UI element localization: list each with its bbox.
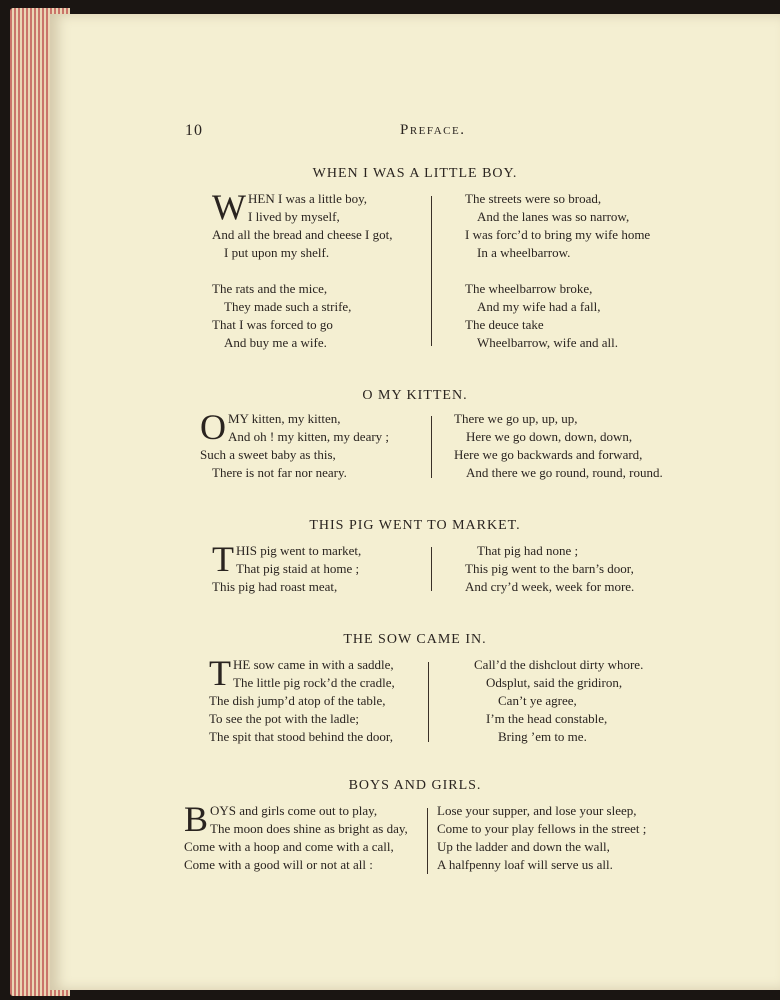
verse-line: HE sow came in with a saddle, — [233, 657, 394, 672]
verse-line: And all the bread and cheese I got, — [212, 227, 393, 242]
poem-left-column — [212, 539, 362, 596]
verse-line: I was forc’d to bring my wife home — [465, 227, 651, 242]
verse-line: OYS and girls come out to play, — [210, 803, 378, 818]
verse-line: Come with a good will or not at all : — [184, 857, 373, 872]
column-divider — [428, 662, 429, 742]
verse-line: And oh ! my kitten, my deary ; — [228, 429, 390, 444]
poem-title: THIS PIG WENT TO MARKET. — [309, 518, 521, 533]
poem-left-column — [209, 653, 395, 746]
poem-title: BOYS AND GIRLS. — [348, 778, 482, 793]
poem-left-column — [184, 799, 408, 874]
verse-line: And cry’d week, week for more. — [465, 579, 635, 594]
verse-line: I’m the head constable, — [486, 711, 608, 726]
verse-line: In a wheelbarrow. — [477, 245, 571, 260]
verse-line: The deuce take — [465, 317, 544, 332]
drop-cap: O — [200, 407, 226, 447]
running-head: Preface. — [400, 122, 466, 138]
verse-line: Can’t ye agree, — [498, 693, 577, 708]
drop-cap: W — [212, 187, 246, 227]
verse-line: The spit that stood behind the door, — [209, 729, 393, 744]
verse-line: The moon does shine as bright as day, — [210, 821, 408, 836]
verse-line: Come to your play fellows in the street ; — [437, 821, 647, 836]
verse-line: MY kitten, my kitten, — [228, 411, 341, 426]
verse-line: I put upon my shelf. — [224, 245, 330, 260]
verse-line: The wheelbarrow broke, — [465, 281, 593, 296]
column-divider — [431, 547, 432, 591]
poem-right-column — [437, 802, 646, 874]
verse-line: Bring ’em to me. — [498, 729, 587, 744]
verse-line: The rats and the mice, — [212, 281, 328, 296]
drop-cap: T — [212, 539, 234, 579]
book-page — [50, 14, 780, 990]
verse-line: Come with a hoop and come with a call, — [184, 839, 394, 854]
page-number: 10 — [185, 122, 203, 139]
verse-line: There we go up, up, up, — [454, 411, 578, 426]
verse-line: Here we go down, down, down, — [466, 429, 633, 444]
verse-line: Odsplut, said the gridiron, — [486, 675, 623, 690]
verse-line: That I was forced to go — [212, 317, 333, 332]
column-divider — [427, 808, 428, 874]
verse-line: This pig went to the barn’s door, — [465, 561, 634, 576]
verse-line: And the lanes was so narrow, — [477, 209, 630, 224]
verse-line: The little pig rock’d the cradle, — [233, 675, 395, 690]
column-divider — [431, 416, 432, 478]
verse-line: And my wife had a fall, — [477, 299, 601, 314]
verse-line: To see the pot with the ladle; — [209, 711, 359, 726]
poem-right-column — [465, 542, 634, 596]
verse-line: They made such a strife, — [224, 299, 352, 314]
drop-cap: T — [209, 653, 231, 693]
verse-line: That pig had none ; — [477, 543, 579, 558]
poem-title: THE SOW CAME IN. — [343, 632, 487, 647]
verse-line: Wheelbarrow, wife and all. — [477, 335, 619, 350]
verse-line: The dish jump’d atop of the table, — [209, 693, 386, 708]
poem-right-column — [465, 190, 650, 352]
verse-line: This pig had roast meat, — [212, 579, 338, 594]
poem-left-column — [212, 187, 393, 352]
verse-line: Such a sweet baby as this, — [200, 447, 336, 462]
verse-line: HEN I was a little boy, — [247, 191, 368, 206]
verse-line: And there we go round, round, round. — [466, 465, 663, 480]
column-divider — [431, 196, 432, 346]
poem-right-column — [474, 656, 643, 746]
verse-line: HIS pig went to market, — [236, 543, 362, 558]
verse-line: Up the ladder and down the wall, — [437, 839, 610, 854]
verse-line: There is not far nor neary. — [212, 465, 347, 480]
verse-line: I lived by myself, — [247, 209, 340, 224]
verse-line: Here we go backwards and forward, — [454, 447, 643, 462]
drop-cap: B — [184, 799, 209, 839]
poem-right-column — [454, 410, 663, 482]
verse-line: Call’d the dishclout dirty whore. — [474, 657, 644, 672]
verse-line: That pig staid at home ; — [236, 561, 360, 576]
verse-line: The streets were so broad, — [465, 191, 602, 206]
poem-title: WHEN I WAS A LITTLE BOY. — [312, 166, 518, 181]
poem-title: O MY KITTEN. — [362, 388, 468, 403]
verse-line: A halfpenny loaf will serve us all. — [437, 857, 613, 872]
poem-left-column — [200, 407, 390, 482]
verse-line: And buy me a wife. — [224, 335, 327, 350]
verse-line: Lose your supper, and lose your sleep, — [437, 803, 637, 818]
